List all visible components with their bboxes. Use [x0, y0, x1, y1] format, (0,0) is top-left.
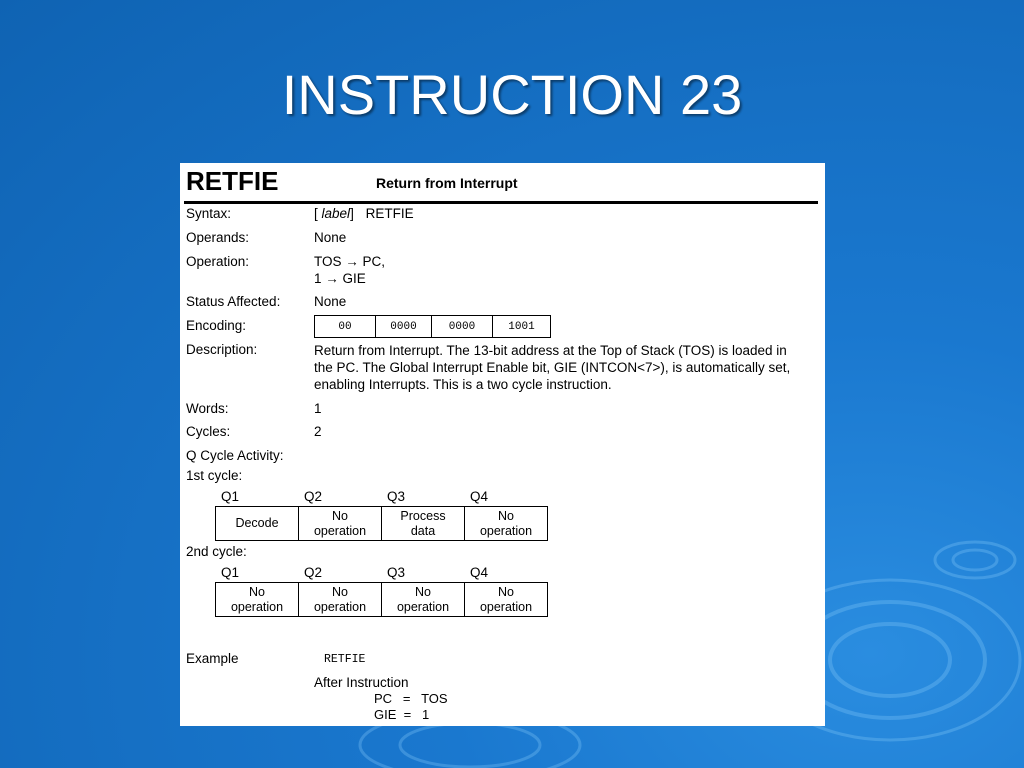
- q3-header: Q3: [387, 489, 406, 504]
- encoding-cell: 1001: [493, 316, 551, 338]
- status-affected-label: Status Affected:: [186, 294, 281, 309]
- description-text: Return from Interrupt. The 13-bit address at the Top of Stack (TOS) is loaded in the PC. The Global Interrupt Enable bit, GIE (INTCON<7>), is automatically set, enabling Interrupts. This is a two cycle instruction.: [314, 343, 791, 392]
- instruction-description-heading: Return from Interrupt: [376, 175, 518, 191]
- syntax-value: [314, 206, 414, 221]
- cycle-cell: No operation: [465, 507, 548, 541]
- cycles-value: 2: [314, 424, 322, 439]
- q2-header: Q2: [304, 489, 323, 504]
- cycles-label: Cycles:: [186, 424, 231, 439]
- slide-title: INSTRUCTION 23: [281, 63, 743, 126]
- q1-header: Q1: [221, 565, 240, 580]
- encoding-table: [314, 315, 551, 338]
- description-label: Description:: [186, 342, 258, 357]
- words-value: 1: [314, 401, 322, 416]
- q2-header: Q2: [304, 565, 323, 580]
- q1-header: Q1: [221, 489, 240, 504]
- heading-rule: [184, 201, 818, 204]
- q3-header: Q3: [387, 565, 406, 580]
- mnemonic-heading: RETFIE: [186, 166, 279, 196]
- cycle-cell: No operation: [299, 583, 382, 617]
- example-result-pc: PC = TOS: [374, 691, 448, 706]
- q4-header: Q4: [470, 489, 489, 504]
- second-cycle-table: [215, 582, 548, 617]
- q4-header: Q4: [470, 565, 489, 580]
- words-label: Words:: [186, 401, 229, 416]
- operation-line-1: TOS → PC,: [314, 254, 386, 269]
- operation-line-2: 1 → GIE: [314, 271, 366, 286]
- instruction-document: [180, 163, 825, 726]
- status-affected-value: None: [314, 294, 347, 309]
- encoding-cell: 0000: [376, 316, 432, 338]
- cycle-cell: No operation: [465, 583, 548, 617]
- operation-label: Operation:: [186, 254, 250, 269]
- operands-value: None: [314, 230, 347, 245]
- syntax-open-bracket: [: [314, 206, 318, 221]
- example-code: RETFIE: [324, 653, 366, 666]
- cycle-cell: Process data: [382, 507, 465, 541]
- cycle-cell: No operation: [382, 583, 465, 617]
- cycle-cell: Decode: [216, 507, 299, 541]
- syntax-close-bracket: ]: [350, 206, 354, 221]
- syntax-label-placeholder: label: [321, 206, 351, 221]
- second-cycle-label: 2nd cycle:: [186, 544, 247, 559]
- syntax-label: Syntax:: [186, 206, 232, 221]
- example-label: Example: [186, 651, 239, 666]
- example-after-label: After Instruction: [314, 675, 409, 690]
- encoding-label: Encoding:: [186, 318, 247, 333]
- syntax-opcode: RETFIE: [365, 206, 414, 221]
- encoding-cell: 0000: [432, 316, 493, 338]
- first-cycle-label: 1st cycle:: [186, 468, 243, 483]
- q-cycle-activity-label: Q Cycle Activity:: [186, 448, 284, 463]
- encoding-cell: 00: [315, 316, 376, 338]
- cycle-cell: No operation: [299, 507, 382, 541]
- operands-label: Operands:: [186, 230, 250, 245]
- example-result-gie: GIE = 1: [374, 707, 430, 722]
- cycle-cell: No operation: [216, 583, 299, 617]
- first-cycle-table: [215, 506, 548, 541]
